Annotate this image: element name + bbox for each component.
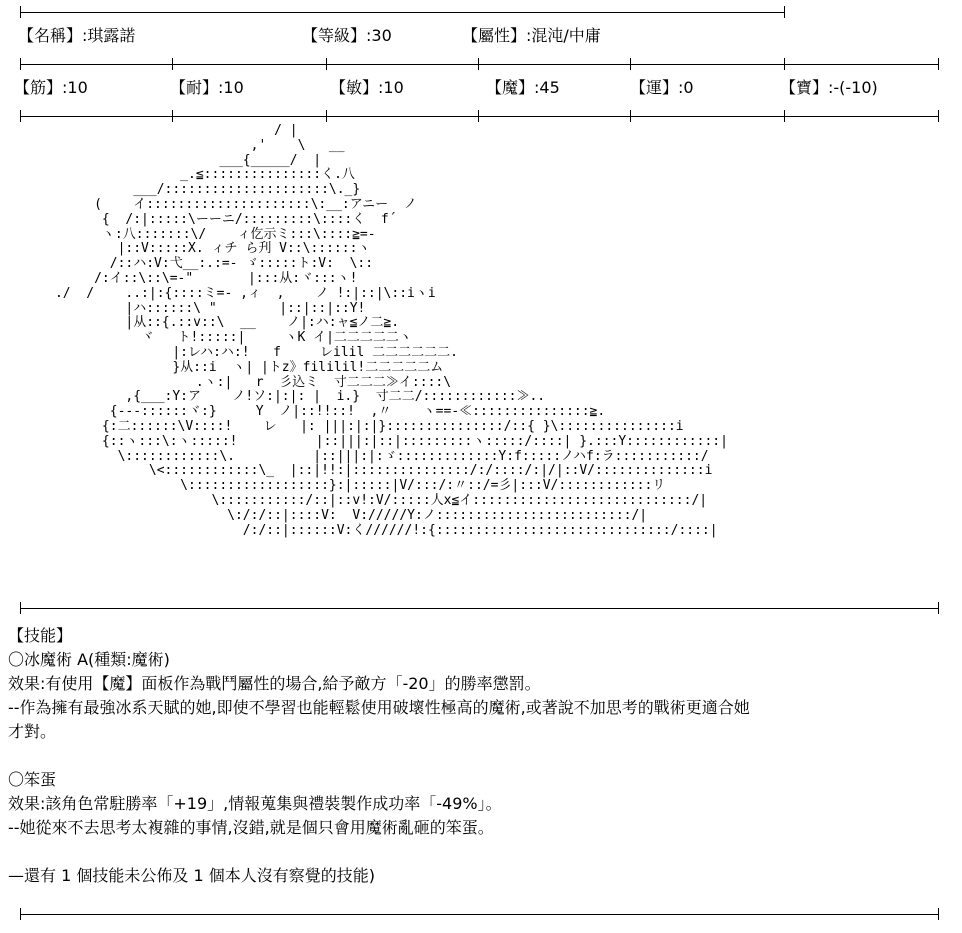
frame-divider-line	[20, 608, 938, 609]
stat-endurance: 【耐】:10	[170, 78, 244, 97]
frame-tick	[784, 110, 785, 122]
ascii-art-portrait: / | ,' \ __ ___{_____/ | _.≦:::::::::::::::く.八 ___/:::::::::::::::::::::\._} ( イ:::::::::::::::::::::\:__:アニー ノ { /:|:::::\ーーニ/:::::::::\::::く f´ ヽ:八:::::::\/ ィ仡示ミ:::\::::≧=- |::V:::::X. ィチ ら刋 V::\::::::ヽ /::ハ:V:弋__:.:=- ゞ:::::ト:V: \:: /:イ::\::\=‐" |:::从:ヾ:::ヽ! ./ / ..:|:{::::ミ=- ,ィ , ノ !:|::|\::iヽi |ハ::::::\ " |::|::|::Y! |从::{.::v::\ __ ノ|:ハ:ャ≦ノ二≧. ヾ ト!:::::| ヽK イ|二二二二二ヽ |:レハ:ハ:! f レilil 二二二二二二. }从::i ヽ| |トz》fililil!二二二二二ム .ヽ:| r 彡込ミ 寸二二二≫イ::::\ ,{___:Y:ア ノ!ソ:|:|: | i.} 寸二二/::::::::::::≫.. {---::::::ヾ:} Y ノ|::!!::! ,〃 ヽ==-≪:::::::::::::::≧. {:二::::::\V::::! レ |: |||:|:|}:::::::::::::::/::{ }\:::::::::::::::i {::ヽ:::\:ヽ:::::! |::|||:|::|:::::::::ヽ:::::/::::| }.:::Y::::::::::::| \::::::::::::\. |::|||:|:ゞ:::::::::::::Y:f:::::ノハf:ラ:::::::::::/ \<::::::::::::\_ |::|!!:|:::::::::::::::/:/::::/:|/|::V/::::::::::::::i \::::::::::::::::::}:|:::::|V/:::/:〃::/=彡|:::V/::::::::::::リ \:::::::::::/::|::v!:V/:::::人x≦イ::::::::::::::::::::::::::::/| \:/:/::|::::V: V://///Y:ノ:::::::::::::::::::::::::/| /:/::|::::::V:く//////!:{::::::::::::::::::::::::::::::/::::|	[54, 123, 728, 538]
frame-tick	[478, 58, 479, 70]
character-name: 【名稱】:琪露諾	[18, 26, 136, 45]
frame-tick	[784, 58, 785, 70]
frame-tick	[326, 58, 327, 70]
frame-top-line	[20, 12, 784, 13]
skill-description: --作為擁有最強冰系天賦的她,即使不學習也能輕鬆使用破壞性極高的魔術,或著說不加思考的戰術更適合她	[8, 698, 750, 717]
frame-tick	[630, 110, 631, 122]
frame-tick	[20, 58, 21, 70]
skills-heading: 【技能】	[8, 626, 73, 645]
frame-tick	[938, 58, 939, 70]
stat-magic: 【魔】:45	[486, 78, 560, 97]
character-attribute: 【屬性】:混沌/中庸	[462, 26, 601, 45]
frame-tick	[20, 6, 21, 18]
frame-bottom-line	[20, 914, 938, 915]
frame-tick	[938, 110, 939, 122]
frame-tick	[172, 58, 173, 70]
frame-tick	[938, 908, 939, 920]
skill-title: 〇冰魔術 A(種類:魔術)	[8, 650, 170, 669]
skill-title: 〇笨蛋	[8, 770, 57, 789]
frame-tick	[478, 110, 479, 122]
skills-section	[8, 624, 948, 888]
blank-line	[8, 744, 948, 768]
skill-description: 才對。	[8, 722, 57, 741]
stat-strength: 【筋】:10	[14, 78, 88, 97]
skill-effect: 效果:有使用【魔】面板作為戰鬥屬性的場合,給予敵方「-20」的勝率懲罰。	[8, 674, 541, 693]
character-level: 【等級】:30	[302, 26, 392, 45]
frame-tick	[784, 6, 785, 18]
skill-description: --她從來不去思考太複雜的事情,沒錯,就是個只會用魔術亂砸的笨蛋。	[8, 818, 494, 837]
blank-line	[8, 840, 948, 864]
stat-luck: 【運】:0	[630, 78, 694, 97]
frame-tick	[20, 110, 21, 122]
frame-tick	[172, 110, 173, 122]
skills-footnote: —還有 1 個技能未公佈及 1 個本人沒有察覺的技能)	[8, 866, 375, 885]
skill-effect: 效果:該角色常駐勝率「+19」,情報蒐集與禮裝製作成功率「-49%」。	[8, 794, 502, 813]
frame-tick	[938, 602, 939, 614]
frame-tick	[20, 908, 21, 920]
frame-divider-line	[20, 64, 938, 65]
stat-noble-phantasm: 【寶】:-(-10)	[780, 78, 878, 97]
frame-tick	[20, 602, 21, 614]
frame-tick	[630, 58, 631, 70]
frame-divider-line	[20, 116, 938, 117]
stat-agility: 【敏】:10	[330, 78, 404, 97]
frame-tick	[326, 110, 327, 122]
